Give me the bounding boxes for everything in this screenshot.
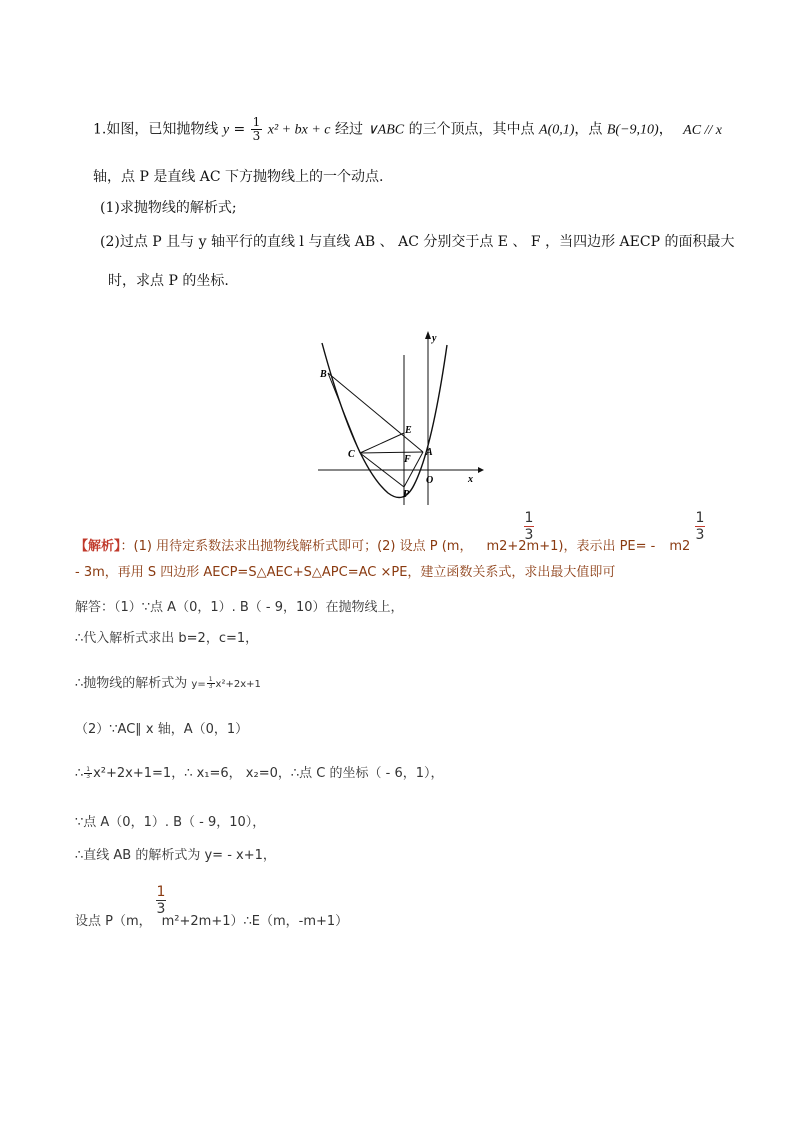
line-ce <box>360 433 404 453</box>
equation-y: y <box>222 122 230 138</box>
label-p: P <box>403 489 410 500</box>
y-axis-arrow <box>425 331 431 339</box>
label-e: E <box>405 425 412 436</box>
fraction-numerator: 1 <box>86 766 91 773</box>
analysis-tag: 【解析】 <box>75 539 121 554</box>
analysis-text: m2+2m+1)，表示出 PE= - <box>486 539 656 554</box>
small-fraction <box>84 767 92 780</box>
question-text: ， <box>658 121 673 138</box>
label-c: C <box>348 449 355 460</box>
question-part-2-cont: 时，求点 P 的坐标. <box>108 273 229 289</box>
solution-line-8 <box>75 910 348 929</box>
question-part-1: (1)求抛物线的解析式; <box>100 200 237 216</box>
line-ac <box>360 452 423 453</box>
question-text: 1.如图，已知抛物线 <box>93 121 219 138</box>
solution-text: 设点 P（m， <box>75 914 152 929</box>
fraction-numerator: 1 <box>156 884 166 900</box>
parabola-figure <box>310 325 490 515</box>
analysis-line-2: - 3m，再用 S 四边形 AECP=S△AEC+S△APC=AC ×PE，建立函数关系式，求出最大值即可 <box>75 565 616 580</box>
fraction-denominator: 3 <box>695 527 705 543</box>
solution-text: ∴ <box>75 766 84 781</box>
question-text: ，点 <box>574 121 603 138</box>
solution-text: m²+2m+1）∴E（m，-m+1） <box>161 914 349 929</box>
parallel-condition: AC // x <box>683 122 723 138</box>
point-a: A(0,1) <box>539 122 575 138</box>
x-axis-arrow <box>478 467 484 473</box>
question-part-2: (2)过点 P 且与 y 轴平行的直线 l 与直线 AB 、 AC 分别交于点 E 、 F ，当四边形 AECP 的面积最大 <box>100 234 735 250</box>
solution-text: ∴抛物线的解析式为 <box>75 676 188 691</box>
fraction-denominator: 3 <box>156 901 166 917</box>
analysis-fraction-2 <box>694 510 706 543</box>
question-line-2: 轴，点 P 是直线 AC 下方抛物线上的一个动点. <box>93 169 384 185</box>
small-fraction <box>207 677 215 690</box>
label-x: x <box>468 474 473 485</box>
label-o: O <box>426 475 434 486</box>
line-ab <box>328 373 423 452</box>
line-bc <box>328 373 360 453</box>
solution-line-4: （2）∵AC∥ x 轴，A（0，1） <box>75 722 249 737</box>
label-f: F <box>404 454 411 465</box>
equation-fraction <box>251 116 263 143</box>
solution-line-2: ∴代入解析式求出 b=2，c=1， <box>75 631 259 646</box>
solution-line-5 <box>75 762 443 781</box>
fraction-denominator: 3 <box>252 129 261 143</box>
label-a: A <box>426 447 433 458</box>
analysis-text: ：(1) 用待定系数法求出抛物线解析式即可；(2) 设点 P (m， <box>120 539 473 554</box>
fraction-numerator: 1 <box>695 510 705 526</box>
triangle-label: ∨ABC <box>367 122 405 138</box>
fraction-numerator: 1 <box>524 510 534 526</box>
solution-text: y= <box>191 679 206 690</box>
solution-text: x²+2x+1 <box>215 679 261 690</box>
point-b: B(−9,10) <box>606 122 659 138</box>
question-line-1: 1.如图，已知抛物线 y = $\frac{1}{3}$ x² + bx + c 经过 ∨ABC 的三个顶点，其中点 A(0,1)，点 B(−9,10)， AC // x <box>93 115 723 143</box>
fraction-numerator: 1 <box>252 115 261 129</box>
solution-line-3 <box>75 672 261 691</box>
fraction-denominator: 3 <box>208 683 213 690</box>
fraction-numerator: 1 <box>208 676 213 683</box>
analysis-line-1 <box>75 535 690 554</box>
question-text: 经过 <box>334 121 363 138</box>
solution-line-1: 解答：（1）∵点 A（0，1）. B（ - 9，10）在抛物线上， <box>75 600 404 615</box>
solution-line-6: ∵点 A（0，1）. B（ - 9，10）， <box>75 815 266 830</box>
analysis-text: m2 <box>669 539 691 554</box>
fraction-denominator: 3 <box>86 773 91 780</box>
equation-rest: x² + bx + c <box>267 122 331 138</box>
fraction-denominator: 3 <box>524 527 534 543</box>
solution-line-7: ∴直线 AB 的解析式为 y= - x+1， <box>75 848 276 863</box>
question-text: 的三个顶点，其中点 <box>408 121 535 138</box>
solution-text: x²+2x+1=1，∴ x₁=6， x₂=0，∴点 C 的坐标（ - 6，1）， <box>93 766 444 781</box>
label-b: B <box>320 369 327 380</box>
label-y: y <box>432 333 437 344</box>
